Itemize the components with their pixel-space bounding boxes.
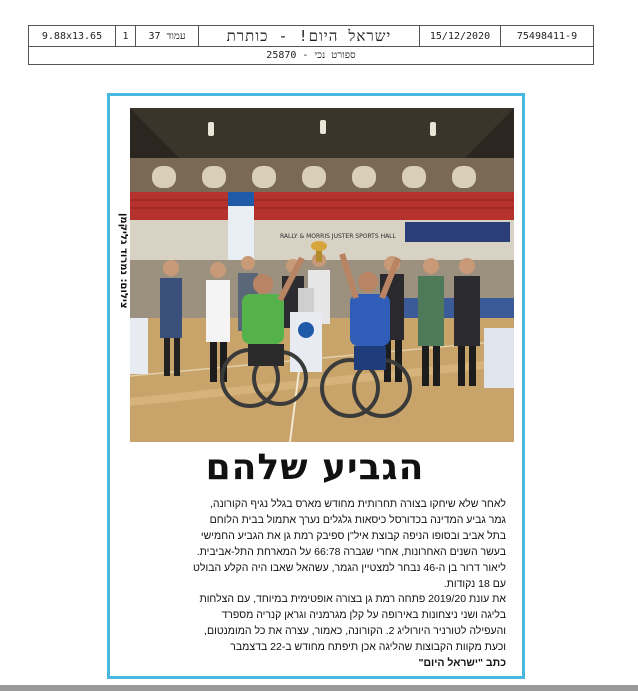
body-line: ליאור דרור בן ה-46 נבחר למצטיין הגמר, עשהאל שאבו היה הקלע הבולט [193, 561, 506, 574]
publication-cell: ישראל היום! - כותרת [199, 26, 420, 46]
body-line: בעשר השנים האחרונות, אחרי שגברה 66:78 על המארחת התל-אביבית. [196, 545, 506, 558]
body-line: בתל אביב ובסופו הניפה קבוצת איל"ן ספיבק רמת גן את הגביע החמישי [200, 529, 506, 542]
photo-credit: צילום: נמרוד גליקמן [118, 212, 129, 308]
headline: הגביע שלהם [205, 447, 425, 488]
article-body [124, 497, 506, 672]
body-line: את עונת 2019/20 פתחה רמת גן בצורה אופטימית במיוחד, עם הצלחות [199, 593, 506, 606]
size-cell: 9.88x13.65 [29, 26, 116, 46]
body-line: בליגה ושני ניצחונות באירופה על קלן מגרמניה וגראן קנריה מספרד [221, 609, 506, 622]
body-line: עם 18 נקודות. [443, 577, 506, 590]
section-row: ספורט נכי - 25870 [266, 50, 356, 61]
clipping-header [28, 25, 594, 65]
trophy-celebration-illustration [130, 108, 514, 442]
body-line: והעפילה לטורניר היורוליג 2. הקורונה, כאמור, עצרה את כל המומנטום, [204, 625, 506, 638]
sports-hall-sign: RALLY & MORRIS JUSTER SPORTS HALL [280, 233, 396, 240]
count-cell: 1 [116, 26, 136, 46]
date-cell: 15/12/2020 [420, 26, 501, 46]
article-photo [130, 108, 514, 442]
body-line: לאחר שלא שיחקו בצורה תחרותית מחודש מארס בגלל נגיף הקורונה, [210, 498, 506, 510]
id-cell: 75498411-9 [516, 30, 578, 42]
clipping-header-row [29, 26, 593, 47]
byline: כתב "ישראל היום" [418, 657, 506, 670]
page-cell: עמוד 37 [136, 26, 199, 46]
article-clipping [107, 93, 525, 679]
bottom-divider [0, 685, 638, 691]
body-line: וכעת מקוות הקבוצות שהליגה אכן תיפתח מחודש ב-22 בדצמבר [230, 641, 506, 654]
body-line: גמר גביע המדינה בכדורסל כיסאות גלגלים נערך אתמול בבית הלוחם [209, 513, 506, 526]
